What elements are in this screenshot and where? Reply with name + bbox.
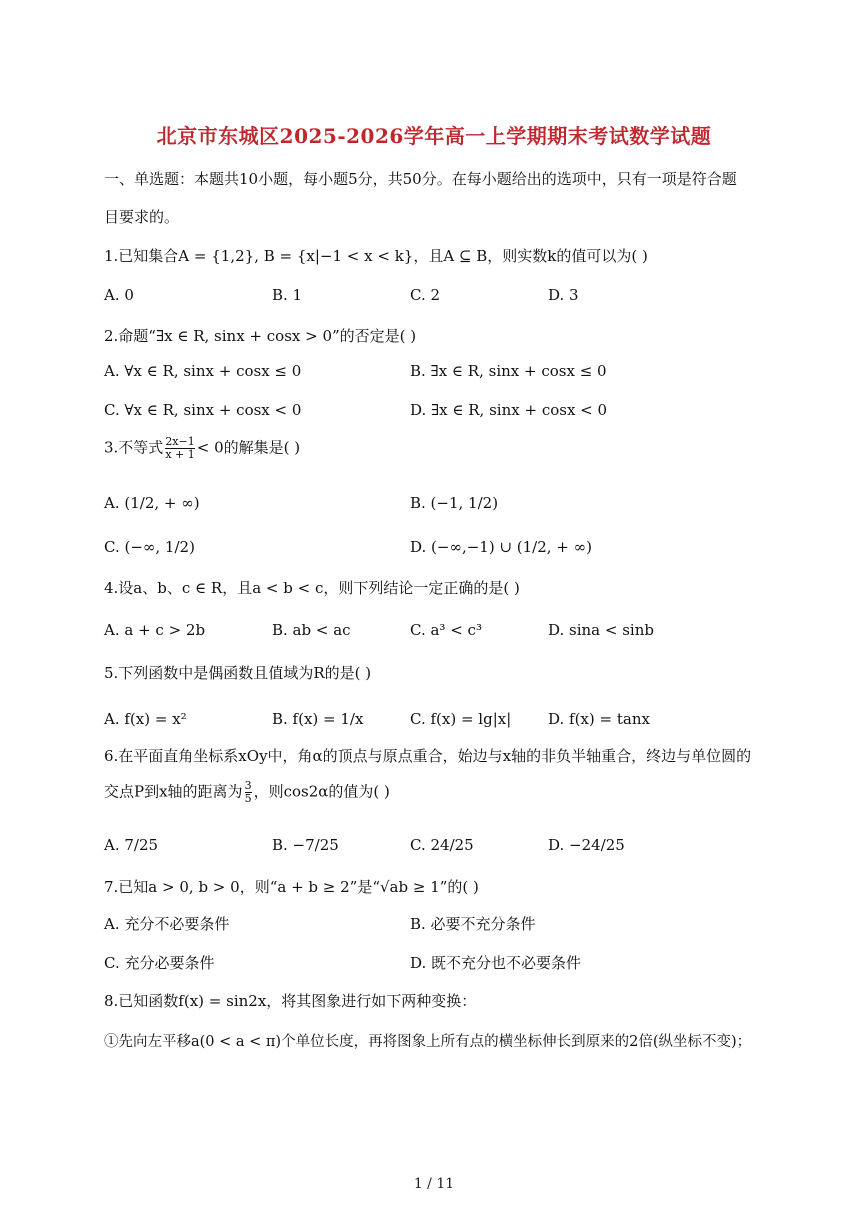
question-2-stem: 2.命题“∃x ∈ R, sinx + cosx > 0”的否定是( ) — [104, 327, 417, 345]
q3-fraction — [165, 436, 194, 461]
q7-option-c: C. 充分必要条件 — [104, 954, 215, 972]
question-6-stem: 6.在平面直角坐标系xOy中，角α的顶点与原点重合，始边与x轴的非负半轴重合，终边与单位圆的 — [104, 747, 752, 765]
q3-option-d: D. (−∞,−1) ∪ (1/2, + ∞) — [410, 538, 592, 556]
q2-option-a: A. ∀x ∈ R, sinx + cosx ≤ 0 — [104, 362, 302, 380]
q6-option-d: D. −24/25 — [548, 836, 625, 854]
q6-option-b: B. −7/25 — [272, 836, 339, 854]
section-heading: 一、单选题：本题共10小题，每小题5分，共50分。在每小题给出的选项中，只有一项是符合题 — [104, 170, 737, 188]
q4-option-a: A. a + c > 2b — [104, 621, 206, 639]
q2-option-c: C. ∀x ∈ R, sinx + cosx < 0 — [104, 401, 302, 419]
q6-option-c: C. 24/25 — [410, 836, 474, 854]
q3-stem-prefix: 3.不等式 — [104, 438, 164, 457]
question-3-stem — [104, 436, 300, 461]
q5-option-a: A. f(x) = x² — [104, 710, 187, 728]
q2-option-b: B. ∃x ∈ R, sinx + cosx ≤ 0 — [410, 362, 607, 380]
question-6-stem-cont — [104, 780, 390, 805]
question-1-stem: 1.已知集合A = {1,2}, B = {x|−1 < x < k}，且A ⊆ B，则实数k的值可以为( ) — [104, 247, 648, 265]
question-4-stem: 4.设a、b、c ∈ R，且a < b < c，则下列结论一定正确的是( ) — [104, 579, 520, 597]
question-5-stem: 5.下列函数中是偶函数且值域为R的是( ) — [104, 664, 372, 682]
q4-option-b: B. ab < ac — [272, 621, 351, 639]
page-title: 北京市东城区2025-2026学年高一上学期期末考试数学试题 — [156, 124, 712, 148]
q8-item-1: ①先向左平移a(0 < a < π)个单位长度，再将图象上所有点的横坐标伸长到原来的2倍(纵坐标不变)； — [104, 1034, 752, 1050]
q6-stem-suffix: ，则cos2α的值为( ) — [253, 782, 390, 801]
q4-option-c: C. a³ < c³ — [410, 621, 482, 639]
q6-fraction — [245, 780, 252, 805]
q6-frac-num: 3 — [244, 779, 252, 792]
q3-stem-suffix: < 0的解集是( ) — [196, 438, 301, 457]
q3-option-b: B. (−1, 1/2) — [410, 494, 499, 512]
q1-option-c: C. 2 — [410, 286, 441, 304]
q7-option-a: A. 充分不必要条件 — [104, 915, 230, 933]
q5-option-c: C. f(x) = lg|x| — [410, 710, 512, 728]
q7-option-d: D. 既不充分也不必要条件 — [410, 954, 582, 972]
q5-option-b: B. f(x) = 1/x — [272, 710, 364, 728]
question-8-stem: 8.已知函数f(x) = sin2x，将其图象进行如下两种变换： — [104, 992, 477, 1010]
q2-option-d: D. ∃x ∈ R, sinx + cosx < 0 — [410, 401, 608, 419]
q5-option-d: D. f(x) = tanx — [548, 710, 650, 728]
q6-stem-prefix: 交点P到x轴的距离为 — [104, 782, 243, 801]
q7-option-b: B. 必要不充分条件 — [410, 915, 536, 933]
q3-option-a: A. (1/2, + ∞) — [104, 494, 200, 512]
q6-frac-den: 5 — [244, 792, 252, 805]
q3-option-c: C. (−∞, 1/2) — [104, 538, 195, 556]
q4-option-d: D. sina < sinb — [548, 621, 654, 639]
q1-option-d: D. 3 — [548, 286, 579, 304]
q1-option-b: B. 1 — [272, 286, 303, 304]
q1-option-a: A. 0 — [104, 286, 134, 304]
q6-option-a: A. 7/25 — [104, 836, 159, 854]
section-heading-cont: 目要求的。 — [104, 208, 180, 226]
question-7-stem: 7.已知a > 0, b > 0，则“a + b ≥ 2”是“√ab ≥ 1”的( ) — [104, 878, 479, 896]
page-indicator: 1 / 11 — [413, 1176, 455, 1192]
q3-frac-den: x + 1 — [165, 448, 195, 461]
q3-frac-num: 2x−1 — [165, 435, 195, 448]
